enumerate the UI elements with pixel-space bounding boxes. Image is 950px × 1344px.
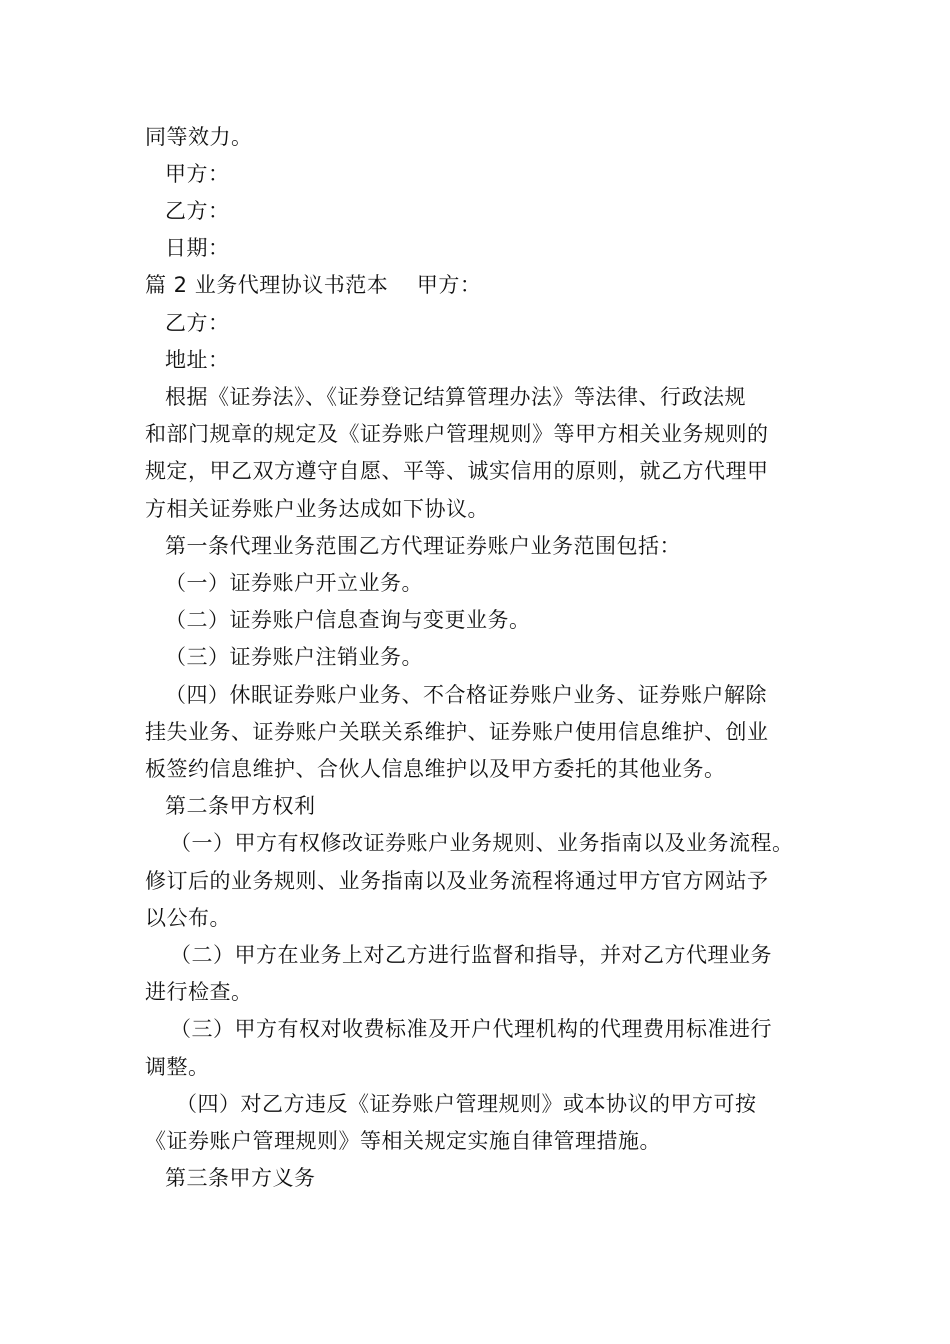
paragraph-line: 进行检查。	[145, 980, 253, 1004]
text-line: 同等效力。	[145, 125, 253, 149]
paragraph-line: 《证券账户管理规则》等相关规定实施自律管理措施。	[145, 1129, 661, 1153]
paragraph-line: 规定，甲乙双方遵守自愿、平等、诚实信用的原则，就乙方代理甲	[145, 459, 769, 483]
paragraph-line: 板签约信息维护、合伙人信息维护以及甲方委托的其他业务。	[145, 757, 726, 781]
paragraph-line: 根据《证券法》、《证券登记结算管理办法》等法律、行政法规	[165, 385, 746, 409]
party-b-label: 乙方：	[165, 199, 230, 223]
paragraph-line: 挂失业务、证券账户关联关系维护、证券账户使用信息维护、创业	[145, 720, 769, 744]
date-label: 日期：	[165, 236, 230, 260]
list-item: （三）证券账户注销业务。	[165, 645, 423, 669]
paragraph-line: 方相关证券账户业务达成如下协议。	[145, 497, 489, 521]
article-heading: 第二条甲方权利	[165, 794, 316, 818]
paragraph-line: 以公布。	[145, 906, 231, 930]
list-item: （一）甲方有权修改证券账户业务规则、业务指南以及业务流程。	[170, 831, 794, 855]
article-heading: 第三条甲方义务	[165, 1166, 316, 1190]
list-item: （二）证券账户信息查询与变更业务。	[165, 608, 531, 632]
article-heading: 第一条代理业务范围乙方代理证券账户业务范围包括：	[165, 534, 681, 558]
party-a-label: 甲方：	[165, 162, 230, 186]
list-item: （一）证券账户开立业务。	[165, 571, 423, 595]
list-item: （四）对乙方违反《证券账户管理规则》或本协议的甲方可按	[176, 1092, 757, 1116]
list-item: （四）休眠证券账户业务、不合格证券账户业务、证券账户解除	[165, 683, 767, 707]
list-item: （二）甲方在业务上对乙方进行监督和指导，并对乙方代理业务	[170, 943, 772, 967]
party-b-label-2: 乙方：	[165, 311, 230, 335]
list-item: （三）甲方有权对收费标准及开户代理机构的代理费用标准进行	[170, 1017, 772, 1041]
address-label: 地址：	[165, 348, 230, 372]
paragraph-line: 和部门规章的规定及《证券账户管理规则》等甲方相关业务规则的	[145, 422, 769, 446]
section-title: 篇 2 业务代理协议书范本 甲方：	[145, 273, 482, 297]
paragraph-line: 修订后的业务规则、业务指南以及业务流程将通过甲方官方网站予	[145, 869, 769, 893]
paragraph-line: 调整。	[145, 1055, 210, 1079]
